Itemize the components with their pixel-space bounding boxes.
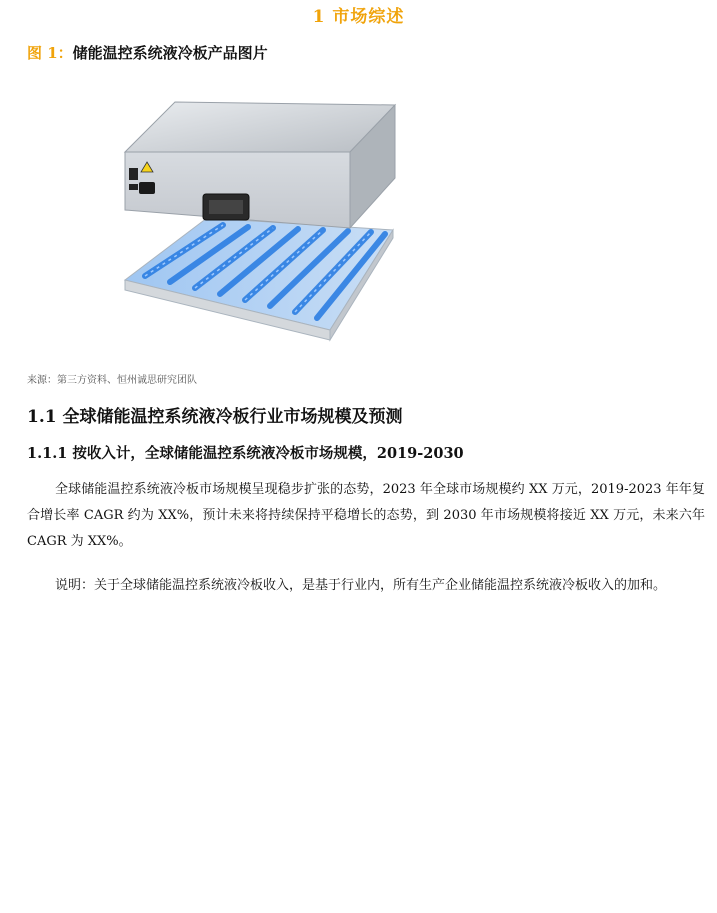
heading-1-1: 1.1 全球储能温控系统液冷板行业市场规模及预测: [27, 407, 403, 427]
figure-title: 储能温控系统液冷板产品图片: [72, 44, 268, 62]
product-image: [115, 100, 400, 345]
figure-caption: [27, 42, 268, 63]
figure-label: 图 1：: [27, 44, 73, 62]
paragraph-note: 说明：关于全球储能温控系统液冷板收入，是基于行业内，所有生产企业储能温控系统液冷板收入的加和。: [55, 578, 667, 593]
heading-1-1-1: 1.1.1 按收入计，全球储能温控系统液冷板市场规模，2019-2030: [27, 445, 464, 462]
paragraph-market-size: 全球储能温控系统液冷板市场规模呈现稳步扩张的态势，2023 年全球市场规模约 XX 万元，2019-2023 年年复合增长率 CAGR 约为 XX%，预计未来将持续保持平稳增长的态势，到 2030 年市场规模将接近 XX 万元，未来六年 CAGR 为 XX%。: [27, 482, 705, 549]
liquid-cooling-plate-illustration: [115, 100, 400, 345]
section-title: 1 市场综述: [312, 7, 405, 27]
figure-source: 来源：第三方资料、恒州诚思研究团队: [27, 375, 197, 386]
